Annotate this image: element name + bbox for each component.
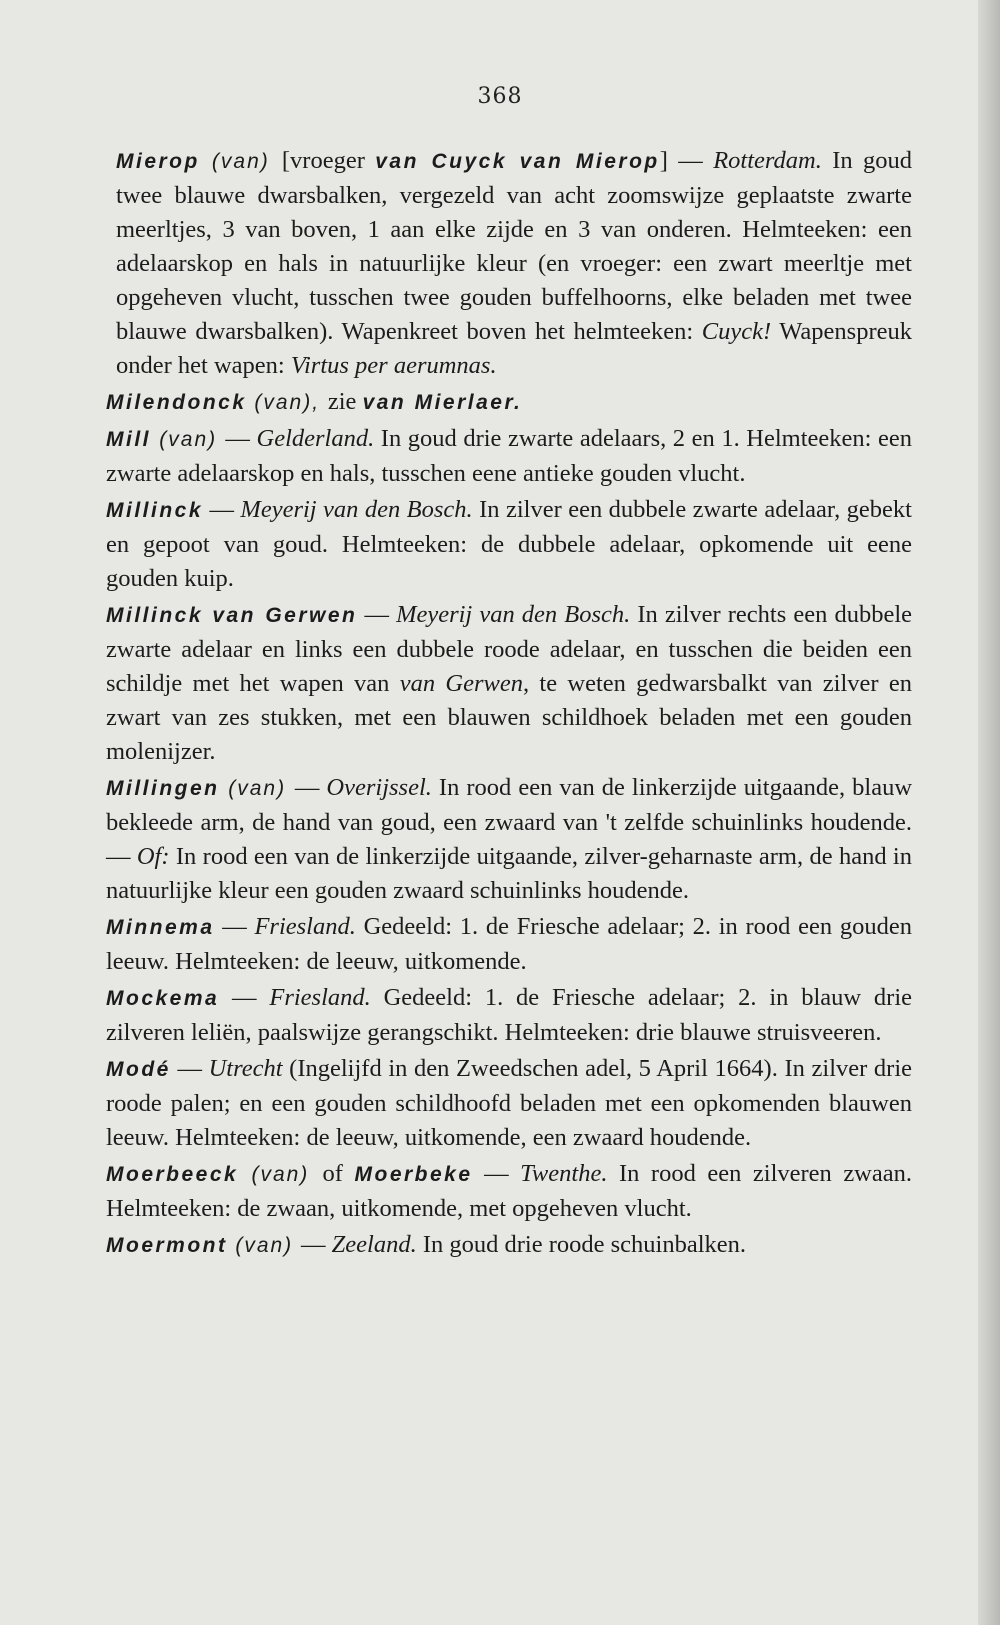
entry-minnema xyxy=(96,910,912,979)
entry-dash: — xyxy=(225,425,257,452)
entry-van: (van) xyxy=(219,777,295,800)
entry-dash: — xyxy=(170,1055,209,1082)
entry-name: Milendonck xyxy=(106,391,247,414)
entry-name: Minnema xyxy=(106,916,215,939)
entry-reference: van Mierlaer. xyxy=(362,391,523,414)
entry-region: Utrecht xyxy=(208,1055,283,1082)
entry-van: (van), xyxy=(246,391,328,414)
entry-milendonck xyxy=(96,385,912,420)
entry-millinck xyxy=(96,493,912,596)
entry-region: Meyerij van den Bosch. xyxy=(396,601,631,628)
entry-region: Gelderland. xyxy=(256,425,375,452)
entry-mierop xyxy=(96,144,912,383)
entry-dash: — xyxy=(214,913,255,940)
entry-text: (Ingelijfd in den Zweedschen adel, 5 April 1664). In zilver drie roode palen; en een gouden schildhoofd beladen met een opkomenden blauwen leeuw. Helmteeken: de leeuw, uitkomende, een zwaard houdende. xyxy=(106,1055,913,1151)
entry-name: Millinck van Gerwen xyxy=(106,604,358,627)
entry-mode xyxy=(96,1052,912,1155)
entry-italic-ref: van Gerwen xyxy=(399,670,523,697)
entry-text-2: Wapenspreuk onder het wapen: xyxy=(116,318,912,379)
entry-van: (van) xyxy=(238,1163,323,1186)
entry-name: Millingen xyxy=(106,777,220,800)
entry-name: Mill xyxy=(106,428,151,451)
entry-name: Mockema xyxy=(106,987,220,1010)
entry-dash: — xyxy=(219,984,270,1011)
entry-moerbeeck xyxy=(96,1157,912,1226)
text-body xyxy=(96,144,912,1265)
entry-dash: — xyxy=(301,1231,332,1258)
entry-dash: — xyxy=(472,1160,521,1187)
entry-extra-name: van Cuyck van Mierop xyxy=(375,150,660,173)
entry-name: Moerbeeck xyxy=(106,1163,239,1186)
entry-van: (van) xyxy=(199,150,282,173)
entry-dash: — xyxy=(667,147,714,174)
entry-mill xyxy=(96,422,912,491)
page-number: 368 xyxy=(477,84,523,109)
entry-text: In goud drie zwarte adelaars, 2 en 1. Helmteeken: een zwarte adelaarskop en hals, tusschen eene antieke gouden vlucht. xyxy=(106,425,913,487)
entry-text: zie xyxy=(327,388,363,415)
entry-text: In rood een zilveren zwaan. Helmteeken: de zwaan, uitkomende, met opgeheven vlucht. xyxy=(106,1160,913,1222)
entry-war-cry: Cuyck! xyxy=(701,318,772,345)
entry-region: Twenthe. xyxy=(520,1160,608,1187)
entry-region: Zeeland. xyxy=(331,1231,417,1258)
entry-van: (van) xyxy=(227,1234,302,1257)
entry-extra-suffix: ] xyxy=(659,147,668,174)
entry-text: In goud twee blauwe dwarsbalken, vergezeld van acht zoomswijze geplaatste zwarte meerltjes, 3 van boven, 1 aan elke zijde en 3 van onderen. Helmteeken: een adelaarskop en hals in natuurlijke kleur (en vroeger: een zwart meerltje met opgeheven vlucht, tusschen twee gouden buffelhoorns, elke beladen met twee blauwe dwarsbalken). Wapenkreet boven het helmteeken: xyxy=(116,147,913,345)
entry-text: In zilver een dubbele zwarte adelaar, gebekt en gepoot van goud. Helmteeken: de dubbele adelaar, opkomende uit eene gouden kuip. xyxy=(106,496,912,592)
entry-text-2: In rood een van de linkerzijde uitgaande, zilver-geharnaste arm, de hand in natuurlijke kleur een gouden zwaard schuinlinks houdende. xyxy=(106,843,912,904)
entry-text: In rood een van de linkerzijde uitgaande, blauw bekleede arm, de hand van goud, een zwaard van 't zelfde schuinlinks houdende. — xyxy=(106,774,913,870)
entry-name: Mierop xyxy=(116,150,200,173)
entry-text: In zilver rechts een dubbele zwarte adelaar en links een dubbele roode adelaar, en tusschen die beiden een schildje met het wapen van xyxy=(106,601,913,697)
entry-dash: — xyxy=(294,774,327,801)
entry-moermont xyxy=(96,1228,912,1263)
entry-name: Moermont xyxy=(106,1234,228,1257)
entry-millingen xyxy=(96,771,912,908)
entry-dash: — xyxy=(203,496,241,523)
entry-millinck-van-gerwen xyxy=(96,598,912,769)
entry-of: Of: xyxy=(136,843,170,870)
entry-region: Rotterdam. xyxy=(713,147,822,174)
entry-extra-prefix: [vroeger xyxy=(281,147,376,174)
entry-dash: — xyxy=(357,601,397,628)
entry-motto: Virtus per aerumnas. xyxy=(290,352,497,379)
entry-region: Overijssel. xyxy=(326,774,432,801)
entry-text: Gedeeld: 1. de Friesche adelaar; 2. in rood een gouden leeuw. Helmteeken: de leeuw, uitkomende. xyxy=(106,913,912,975)
entry-text: Gedeeld: 1. de Friesche adelaar; 2. in blauw drie zilveren leliën, paalswijze gerangschikt. Helmteeken: drie blauwe struisveeren. xyxy=(106,984,913,1046)
entry-text-2: , te weten gedwarsbalkt van zilver en zwart van zes stukken, met een blauwen schildhoek beladen met een gouden molenijzer. xyxy=(106,670,912,765)
entry-van: (van) xyxy=(151,428,226,451)
entry-name: Modé xyxy=(106,1058,171,1081)
entry-name: Millinck xyxy=(106,499,204,522)
page-edge-shadow xyxy=(978,0,1000,1625)
entry-region: Friesland. xyxy=(254,913,356,940)
entry-mockema xyxy=(96,981,912,1050)
entry-region: Friesland. xyxy=(269,984,371,1011)
entry-text: In goud drie roode schuinbalken. xyxy=(416,1231,747,1258)
entry-region: Meyerij van den Bosch. xyxy=(240,496,473,523)
entry-of-text: of xyxy=(322,1160,355,1187)
entry-name-2: Moerbeke xyxy=(354,1163,473,1186)
